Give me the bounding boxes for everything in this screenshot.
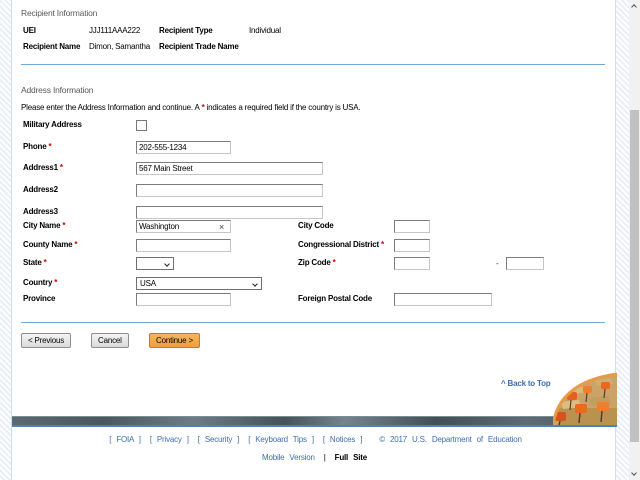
address1-required-asterisk: * bbox=[59, 163, 63, 172]
main-content bbox=[11, 0, 616, 480]
country-select[interactable] bbox=[136, 277, 262, 290]
zip-code-input[interactable] bbox=[394, 257, 430, 270]
city-row bbox=[12, 220, 617, 235]
address1-label-text: Address1 bbox=[23, 163, 58, 172]
county-name-label-text: County Name bbox=[23, 240, 73, 249]
phone-label bbox=[23, 142, 51, 151]
chevron-down-icon bbox=[252, 281, 258, 287]
country-select-value: USA bbox=[140, 279, 156, 288]
city-code-input[interactable] bbox=[394, 220, 430, 233]
address2-row bbox=[12, 184, 617, 199]
state-row bbox=[12, 257, 617, 272]
back-to-top-link[interactable]: ^ Back to Top bbox=[501, 379, 551, 388]
button-divider bbox=[21, 322, 605, 323]
full-site-text: Full Site bbox=[334, 453, 367, 462]
zip-plus4-input[interactable] bbox=[506, 257, 544, 270]
province-input[interactable] bbox=[136, 293, 231, 306]
address2-input[interactable] bbox=[136, 184, 323, 197]
recipient-type-value: Individual bbox=[249, 26, 281, 35]
province-label: Province bbox=[23, 294, 56, 303]
address1-label bbox=[23, 163, 63, 172]
address3-row bbox=[12, 206, 617, 221]
address-info-title: Address Information bbox=[21, 85, 94, 95]
zip-code-required-asterisk: * bbox=[332, 258, 336, 267]
congressional-district-input[interactable] bbox=[394, 239, 430, 252]
county-name-label bbox=[23, 240, 77, 249]
instruction-text-before: Please enter the Address Information and continue. A bbox=[21, 103, 200, 112]
continue-button[interactable]: Continue > bbox=[149, 333, 200, 348]
recipient-name-value: Dimon, Samantha bbox=[89, 42, 151, 51]
military-address-label: Military Address bbox=[23, 120, 82, 129]
address-instruction bbox=[21, 103, 360, 112]
vertical-scrollbar[interactable] bbox=[629, 0, 640, 480]
footer-link-keyboard-tips[interactable]: [ Keyboard Tips ] bbox=[248, 435, 314, 444]
uei-label: UEI bbox=[23, 26, 36, 35]
address1-row bbox=[12, 162, 617, 177]
foreign-postal-code-label: Foreign Postal Code bbox=[298, 294, 372, 303]
classroom-photo bbox=[553, 372, 617, 425]
bottom-banner-bar bbox=[12, 416, 617, 427]
recipient-trade-name-label: Recipient Trade Name bbox=[159, 42, 239, 51]
province-row bbox=[12, 293, 617, 308]
city-name-label bbox=[23, 221, 65, 230]
county-name-input[interactable] bbox=[136, 239, 231, 252]
county-name-required-asterisk: * bbox=[74, 240, 78, 249]
congressional-district-label bbox=[298, 240, 384, 249]
address1-input[interactable] bbox=[136, 162, 323, 175]
phone-required-asterisk: * bbox=[48, 142, 52, 151]
city-name-input[interactable] bbox=[136, 220, 231, 233]
chevron-down-icon bbox=[164, 261, 170, 267]
mobile-version-link[interactable]: Mobile Version bbox=[262, 453, 315, 462]
city-code-label: City Code bbox=[298, 221, 334, 230]
address2-label: Address2 bbox=[23, 185, 58, 194]
scrollbar-thumb[interactable] bbox=[630, 110, 639, 442]
clear-icon[interactable]: × bbox=[219, 222, 225, 232]
state-required-asterisk: * bbox=[43, 258, 47, 267]
recipient-info-title: Recipient Information bbox=[21, 8, 98, 18]
country-label bbox=[23, 278, 57, 287]
footer-site-switch bbox=[12, 453, 617, 462]
required-asterisk: * bbox=[201, 103, 205, 112]
country-required-asterisk: * bbox=[54, 278, 58, 287]
zip-code-label bbox=[298, 258, 336, 267]
copyright-text: © 2017 U.S. Department of Education bbox=[379, 435, 522, 444]
footer-separator: | bbox=[323, 453, 326, 462]
cancel-button[interactable]: Cancel bbox=[91, 333, 129, 348]
state-label-text: State bbox=[23, 258, 42, 267]
scroll-down-icon bbox=[631, 470, 637, 476]
foreign-postal-code-input[interactable] bbox=[394, 293, 492, 306]
phone-row bbox=[12, 141, 617, 156]
footer-link-notices[interactable]: [ Notices ] bbox=[322, 435, 363, 444]
state-select[interactable] bbox=[136, 257, 174, 270]
address3-label: Address3 bbox=[23, 207, 58, 216]
city-name-label-text: City Name bbox=[23, 221, 61, 230]
phone-label-text: Phone bbox=[23, 142, 47, 151]
phone-input[interactable] bbox=[136, 141, 231, 154]
zip-code-label-text: Zip Code bbox=[298, 258, 331, 267]
footer-links bbox=[12, 435, 617, 444]
county-row bbox=[12, 239, 617, 254]
scroll-up-icon bbox=[631, 4, 637, 10]
footer-link-security[interactable]: [ Security ] bbox=[197, 435, 240, 444]
scrollbar-down-button[interactable] bbox=[629, 468, 640, 480]
zip-separator: - bbox=[496, 259, 499, 268]
city-name-required-asterisk: * bbox=[62, 221, 66, 230]
recipient-type-label: Recipient Type bbox=[159, 26, 213, 35]
footer-link-privacy[interactable]: [ Privacy ] bbox=[149, 435, 189, 444]
previous-button[interactable]: < Previous bbox=[21, 333, 71, 348]
congressional-district-label-text: Congressional District bbox=[298, 240, 379, 249]
instruction-text-after: indicates a required field if the country is USA. bbox=[206, 103, 361, 112]
address3-input[interactable] bbox=[136, 206, 323, 219]
country-row bbox=[12, 277, 617, 292]
military-address-checkbox[interactable] bbox=[136, 120, 147, 131]
congressional-district-required-asterisk: * bbox=[380, 240, 384, 249]
military-address-row bbox=[12, 119, 617, 134]
footer-link-foia[interactable]: [ FOIA ] bbox=[109, 435, 141, 444]
state-label bbox=[23, 258, 47, 267]
recipient-name-label: Recipient Name bbox=[23, 42, 81, 51]
section-divider bbox=[21, 64, 605, 65]
country-label-text: Country bbox=[23, 278, 53, 287]
uei-value: JJJ111AAA222 bbox=[89, 26, 141, 35]
scrollbar-up-button[interactable] bbox=[629, 0, 640, 12]
